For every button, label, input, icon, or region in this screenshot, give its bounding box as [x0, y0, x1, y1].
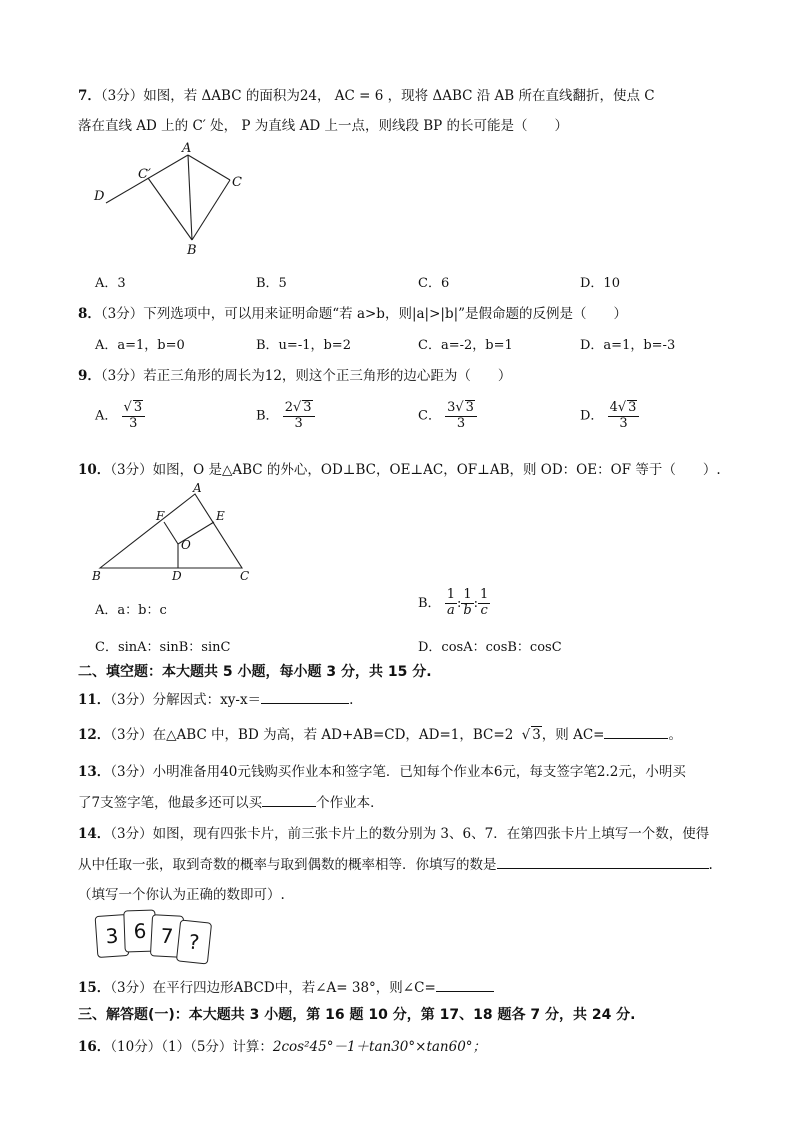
q9-option-d-label: D．: [580, 408, 604, 424]
q13-answer-blank[interactable]: [262, 792, 316, 807]
q7-option-b[interactable]: B．5: [256, 276, 287, 291]
q15-line: [78, 976, 494, 996]
q10-triangle-abc: [100, 494, 242, 568]
q9-option-c-fraction: $\frac{3√ 3}{3}$: [445, 400, 477, 432]
q14-text-line1: （3分）如图，现有四张卡片，前三张卡片上的数分别为 3、6、7．在第四张卡片上填写一个数，使得: [110, 826, 710, 842]
q16-text: （10分）（1）（5分）计算：: [110, 1039, 273, 1055]
q10-line: [78, 458, 721, 478]
q7-label-A: A: [182, 141, 192, 156]
q10-label-F: F: [156, 509, 165, 523]
q14-answer-blank[interactable]: [497, 854, 709, 869]
q7-option-c[interactable]: C．6: [418, 276, 450, 291]
q7-figure: [90, 140, 260, 260]
q13-line1: [78, 760, 686, 780]
q12-line: 12．（3分）在△ABC 中，BD 为高，若 AD+AB=CD，AD=1，BC=2 √ 3，则 AC= 。: [78, 723, 682, 743]
q10-label-C: C: [240, 569, 250, 583]
section-3-heading: 三、解答题(一)：本大题共 3 小题，第 16 题 10 分，第 17、18 题各 7 分，共 24 分.: [78, 1007, 636, 1023]
q12-number: 12．: [78, 727, 111, 743]
q10-label-D: D: [172, 569, 182, 583]
q12-text: （3分）在△ABC 中，BD 为高，若 AD+AB=CD，AD=1，BC=2: [110, 727, 514, 743]
q9-option-b-label: B．: [256, 408, 279, 424]
q7-option-a[interactable]: A．3: [95, 276, 126, 291]
q14-card-3: 7: [150, 914, 184, 958]
q7-line-AC: [188, 155, 230, 180]
q15-text: （3分）在平行四边形ABCD中，若∠A= 38°，则∠C=: [110, 980, 436, 996]
q13-text-line1: （3分）小明准备用40元钱购买作业本和签字笔．已知每个作业本6元，每支签字笔2.2元，小明买: [110, 764, 686, 780]
q9-option-b-fraction: $\frac{2√ 3}{3}$: [283, 400, 315, 432]
q10-label-E: E: [216, 509, 225, 523]
q15-answer-blank[interactable]: [436, 977, 494, 992]
q16-expression: 2cos²45°－1＋tan30°×tan60°；: [272, 1039, 487, 1055]
q10-option-c[interactable]: C．sinA：sinB：sinC: [95, 640, 231, 655]
q14-card-2: 6: [123, 909, 156, 952]
q10-figure: [90, 482, 260, 584]
q7-text-line1: （3分）如图，若 ΔABC 的面积为24， AC = 6 ，现将 ΔABC 沿 AB 所在直线翻折，使点 C: [100, 88, 655, 104]
q14-line2: 从中任取一张，取到奇数的概率与取到偶数的概率相等．你填写的数是 .: [78, 853, 713, 873]
q7-line1: [78, 84, 655, 104]
q12-sqrt: √ 3: [521, 727, 541, 743]
q7-line-AB: [188, 155, 192, 240]
q7-text-line2: 落在直线 AD 上的 C′ 处， P 为直线 AD 上一点，则线段 BP 的长可能是（ ）: [78, 118, 569, 134]
q10-label-A: A: [193, 482, 202, 495]
section-2-heading: 二、填空题：本大题共 5 小题，每小题 3 分，共 15 分.: [78, 664, 432, 680]
q15-number: 15．: [78, 980, 111, 996]
q10-text: （3分）如图，O 是△ABC 的外心，OD⊥BC，OE⊥AC，OF⊥AB，则 OD：OE：OF 等于（ ）.: [110, 462, 721, 478]
q7-label-B: B: [187, 243, 197, 258]
q16-line: [78, 1035, 486, 1055]
q9-option-a[interactable]: [95, 400, 145, 432]
q11-line: 11．（3分）分解因式：xy-x＝ .: [78, 688, 353, 708]
q7-line-CpB: [148, 178, 192, 240]
q7-label-C: C: [232, 175, 242, 190]
q8-option-c[interactable]: C．a=-2，b=1: [418, 338, 513, 353]
q11-text: （3分）分解因式：xy-x＝: [110, 692, 262, 708]
q8-option-b[interactable]: B．u=-1，b=2: [256, 338, 351, 353]
q13-number: 13．: [78, 764, 111, 780]
q10-option-b-label: B．: [418, 595, 441, 611]
q9-option-d-fraction: $\frac{4√ 3}{3}$: [608, 400, 640, 432]
q14-number: 14．: [78, 826, 111, 842]
q13-line2: 了7支签字笔，他最多还可以买 个作业本．: [78, 791, 384, 811]
q14-card-4: ?: [176, 919, 212, 964]
q10-line-OF: [164, 522, 178, 544]
q9-option-d[interactable]: [580, 400, 639, 432]
q14-card-1: 3: [95, 914, 130, 958]
q11-answer-blank[interactable]: [261, 689, 349, 704]
q10-label-B: B: [92, 569, 101, 583]
q10-label-O: O: [181, 538, 191, 552]
q9-option-a-fraction: $\frac{√ 3}{3}$: [122, 400, 146, 432]
q8-line: [78, 302, 627, 322]
q7-number: 7．: [78, 88, 101, 104]
q7-option-d[interactable]: D．10: [580, 276, 620, 291]
q14-line1: [78, 822, 709, 842]
q14-line3: （填写一个你认为正确的数即可）.: [78, 887, 285, 903]
q8-number: 8．: [78, 306, 101, 322]
q10-option-a[interactable]: A．a：b：c: [95, 603, 167, 618]
q9-option-b[interactable]: [256, 400, 315, 432]
q10-number: 10．: [78, 462, 111, 478]
q9-option-a-label: A．: [95, 408, 118, 424]
q9-line: [78, 364, 511, 384]
q7-line-CB: [192, 180, 230, 240]
q9-text: （3分）若正三角形的周长为12，则这个正三角形的边心距为（ ）: [100, 368, 512, 384]
q8-option-a[interactable]: A．a=1，b=0: [95, 338, 185, 353]
q10-option-b[interactable]: B． $\frac{1}{a}$ : $\frac{1}{b}$ : $\frac{1}{c}$: [418, 587, 489, 618]
q9-option-c-label: C．: [418, 408, 441, 424]
q9-number: 9．: [78, 368, 101, 384]
q7-label-D: D: [94, 189, 105, 204]
q7-label-Cprime: C′: [138, 167, 151, 182]
q10-option-d[interactable]: D．cosA：cosB：cosC: [418, 640, 562, 655]
q8-text: （3分）下列选项中，可以用来证明命题“若 a>b，则|a|>|b|”是假命题的反例是（ ）: [100, 306, 628, 322]
q8-option-d[interactable]: D．a=1，b=-3: [580, 338, 676, 353]
q12-answer-blank[interactable]: [604, 724, 668, 739]
q9-option-c[interactable]: [418, 400, 477, 432]
q11-number: 11．: [78, 692, 111, 708]
q16-number: 16．: [78, 1039, 111, 1055]
